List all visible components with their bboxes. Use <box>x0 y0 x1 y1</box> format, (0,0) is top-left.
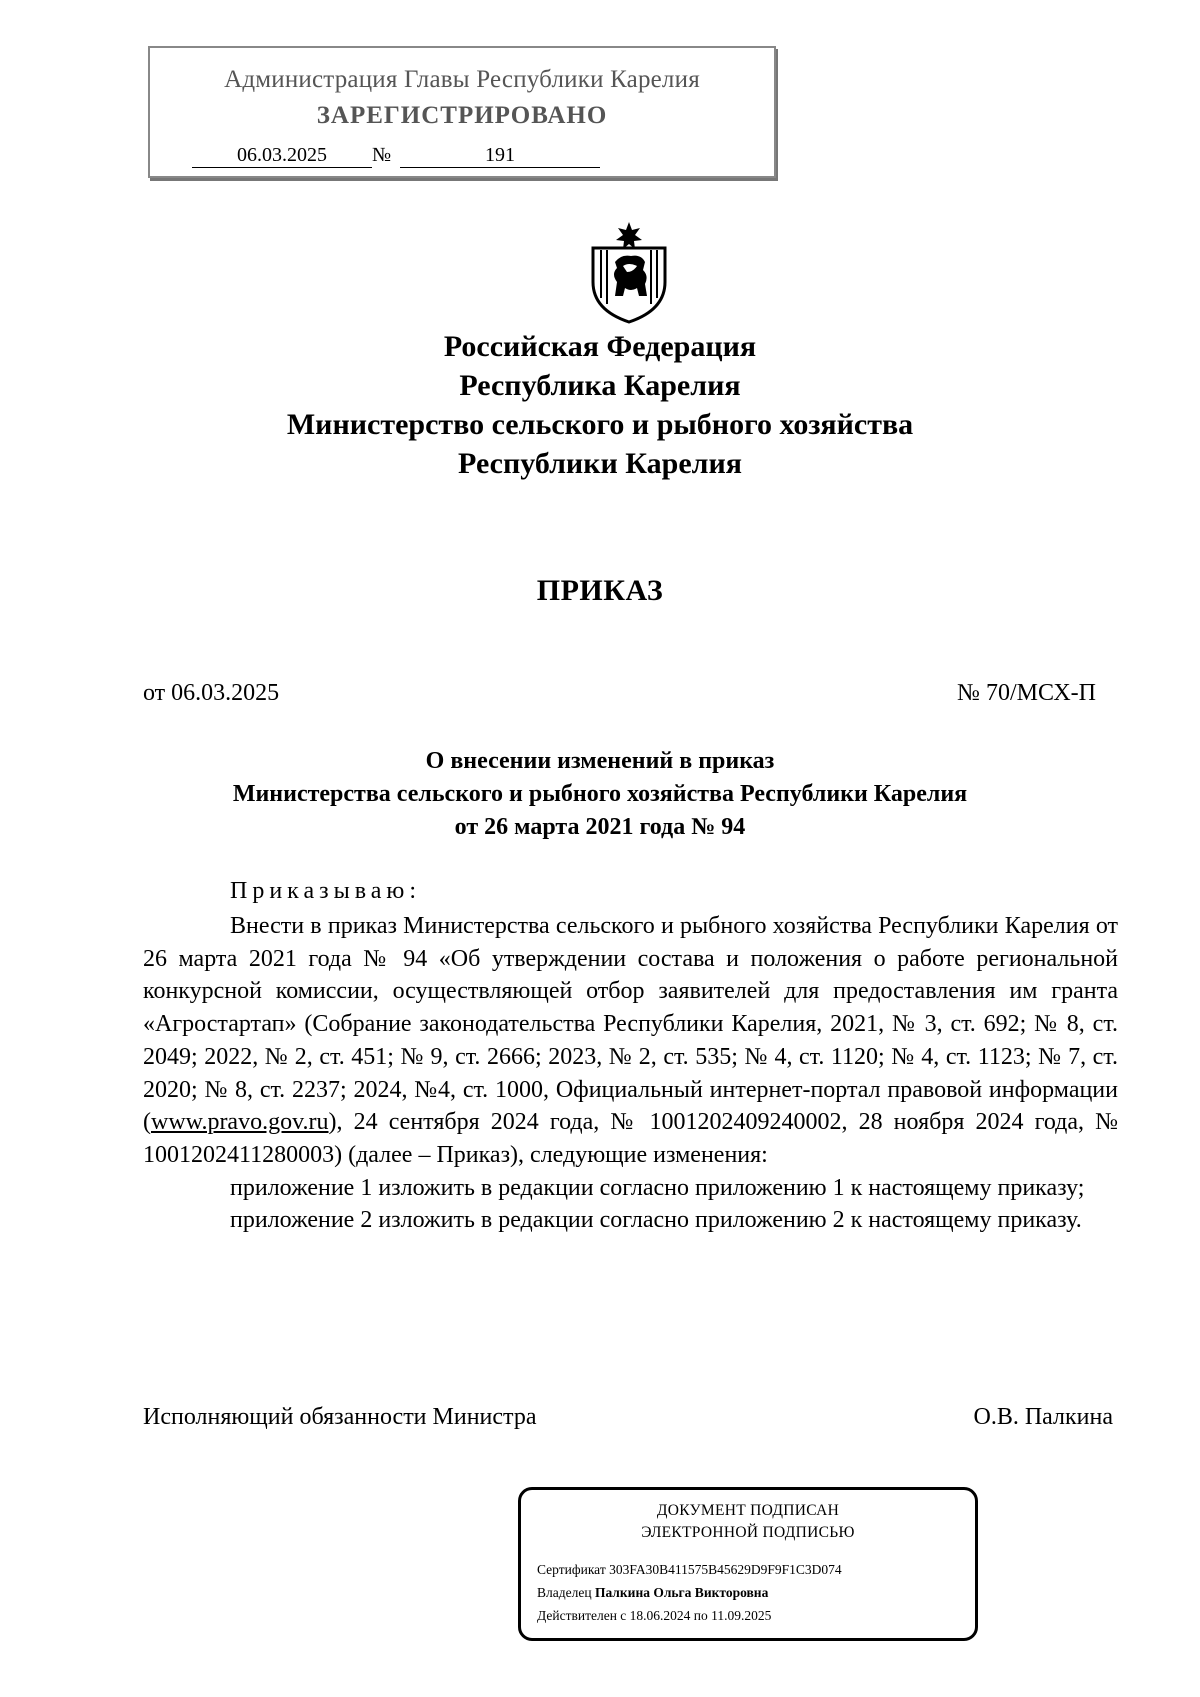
registration-number: 191 <box>400 144 600 168</box>
certificate-value: 303FA30B411575B45629D9F9F1C3D074 <box>609 1562 842 1577</box>
e-signature-validity-row <box>537 1608 771 1624</box>
signer-name: О.В. Палкина <box>973 1404 1113 1430</box>
subject-line-3: от 26 марта 2021 года № 94 <box>454 814 746 840</box>
body-item-1: приложение 1 изложить в редакции согласно приложению 1 к настоящему приказу; <box>230 1174 1085 1201</box>
header-ministry: Министерство сельского и рыбного хозяйства <box>286 408 914 441</box>
registration-stamp <box>148 46 776 178</box>
registration-date: 06.03.2025 <box>192 144 372 168</box>
body-item-2: приложение 2 изложить в редакции согласно приложению 2 к настоящему приказу. <box>230 1207 1082 1234</box>
paragraph-1-text-end: ), 24 сентября 2024 года, № 1001202409240002, 28 ноября 2024 года, № 1001202411280003) (далее – Приказ), следующие изменения: <box>143 1109 1118 1168</box>
directive-word: Приказываю: <box>230 878 421 904</box>
e-signature-stamp <box>518 1487 978 1641</box>
e-signature-heading-2: ЭЛЕКТРОННОЙ ПОДПИСЬЮ <box>641 1524 855 1541</box>
coat-of-arms-icon <box>587 220 671 324</box>
e-signature-heading-1: ДОКУМЕНТ ПОДПИСАН <box>656 1502 840 1519</box>
order-number: № 70/МСХ-П <box>957 680 1096 706</box>
owner-label: Владелец <box>537 1585 592 1600</box>
header-country: Российская Федерация <box>443 330 757 363</box>
subject-line-2: Министерства сельского и рыбного хозяйства Республики Карелия <box>232 781 968 807</box>
registration-number-label: № <box>372 144 392 166</box>
subject-line-1: О внесении изменений в приказ <box>425 748 775 774</box>
signer-role: Исполняющий обязанности Министра <box>143 1404 537 1430</box>
valid-label: Действителен с <box>537 1608 627 1623</box>
certificate-label: Сертификат <box>537 1562 606 1577</box>
order-body <box>143 910 1118 1237</box>
order-title: ПРИКАЗ <box>536 574 664 607</box>
order-date: от 06.03.2025 <box>143 680 280 706</box>
e-signature-certificate-row <box>537 1562 842 1578</box>
registration-status: ЗАРЕГИСТРИРОВАНО <box>316 102 608 129</box>
header-ministry-republic: Республики Карелия <box>458 447 742 480</box>
valid-to-label: по <box>693 1608 708 1623</box>
paragraph-1-text: Внести в приказ Министерства сельского и рыбного хозяйства Республики Карелия от 26 марта 2021 года № 94 «Об утверждении состава и положения о работе региональной конкурсной комиссии, осуществляющей отбор заявителей для предоставления им гранта «Агростартап» (Собрание законодательства Республики Карелия, 2021, № 3, ст. 692; № 8, ст. 2049; 2022, № 2, ст. 451; № 9, ст. 2666; 2023, № 2, ст. 535; № 4, ст. 1120; № 4, ст. 1123; № 7, ст. 2020; № 8, ст. 2237; 2024, №4, ст. 1000, Официальный интернет-портал правовой информации ( <box>143 913 1118 1136</box>
body-paragraph-1 <box>143 910 1118 1172</box>
header-republic: Республика Карелия <box>459 369 741 402</box>
valid-to: 11.09.2025 <box>711 1608 772 1623</box>
owner-value: Палкина Ольга Викторовна <box>594 1585 769 1600</box>
valid-from: 18.06.2024 <box>629 1608 691 1623</box>
e-signature-owner-row <box>537 1585 768 1601</box>
pravo-gov-link[interactable]: www.pravo.gov.ru <box>151 1109 329 1136</box>
registration-organization: Администрация Главы Республики Карелия <box>224 66 700 93</box>
